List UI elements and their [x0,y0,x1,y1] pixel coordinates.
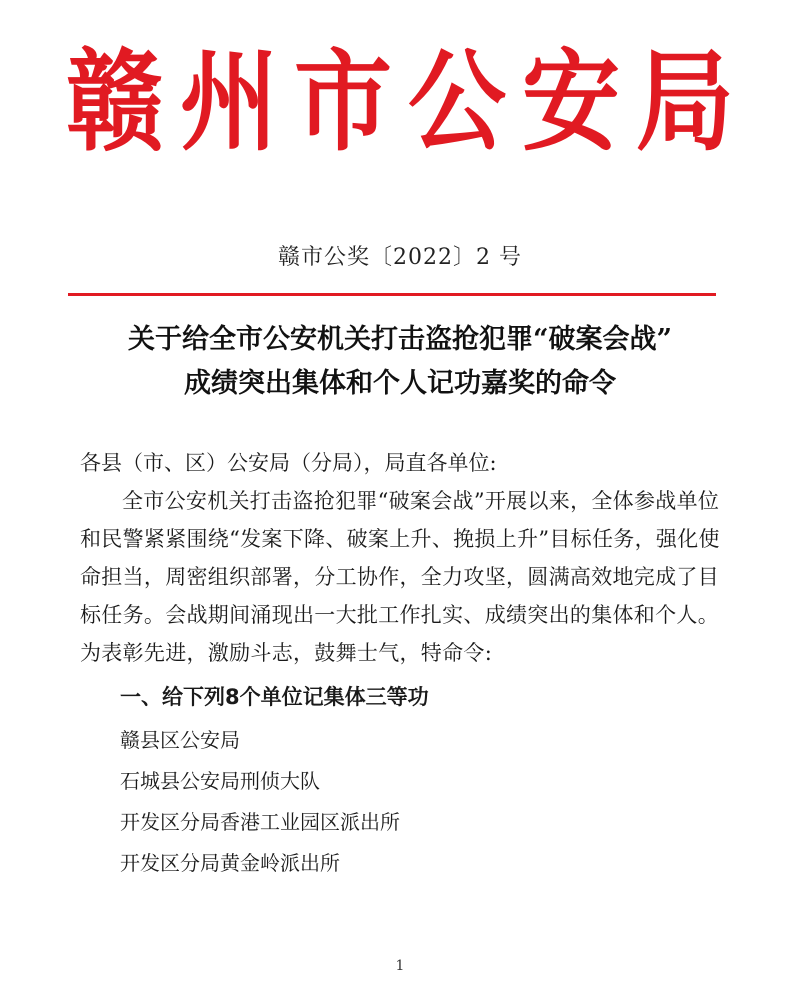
document-title [40,318,760,406]
issuer-masthead [66,38,734,167]
list-item: 石城县公安局刑侦大队 [120,769,320,793]
title-line-2: 成绩突出集体和个人记功嘉奖的命令 [184,368,616,399]
masthead-char: 市 [293,38,392,167]
list-item: 开发区分局香港工业园区派出所 [120,810,400,834]
document-body [80,444,720,884]
salutation: 各县（市、区）公安局（分局），局直各单位: [80,451,497,475]
title-line-1: 关于给全市公安机关打击盗抢犯罪“破案会战” [127,324,673,355]
list-item: 开发区分局黄金岭派出所 [120,851,340,875]
unit-list [80,720,720,884]
document-number: 赣市公奖〔2022〕2 号 [278,245,522,270]
masthead-char: 安 [521,38,620,167]
masthead-char: 州 [179,38,278,167]
list-item: 赣县区公安局 [120,728,240,752]
masthead-char: 赣 [66,38,165,167]
page-number: 1 [395,958,405,974]
masthead-char: 公 [407,38,506,167]
masthead-char: 局 [635,38,734,167]
red-divider [68,293,716,296]
body-paragraph: 全市公安机关打击盗抢犯罪“破案会战”开展以来，全体参战单位和民警紧紧围绕“发案下降、破案上升、挽损上升”目标任务，强化使命担当，周密组织部署，分工协作，全力攻坚，圆满高效地完成了目标任务。会战期间涌现出一大批工作扎实、成绩突出的集体和个人。为表彰先进，激励斗志，鼓舞士气，特命令: [80,489,720,665]
section-heading: 一、给下列8个单位记集体三等功 [120,685,429,709]
